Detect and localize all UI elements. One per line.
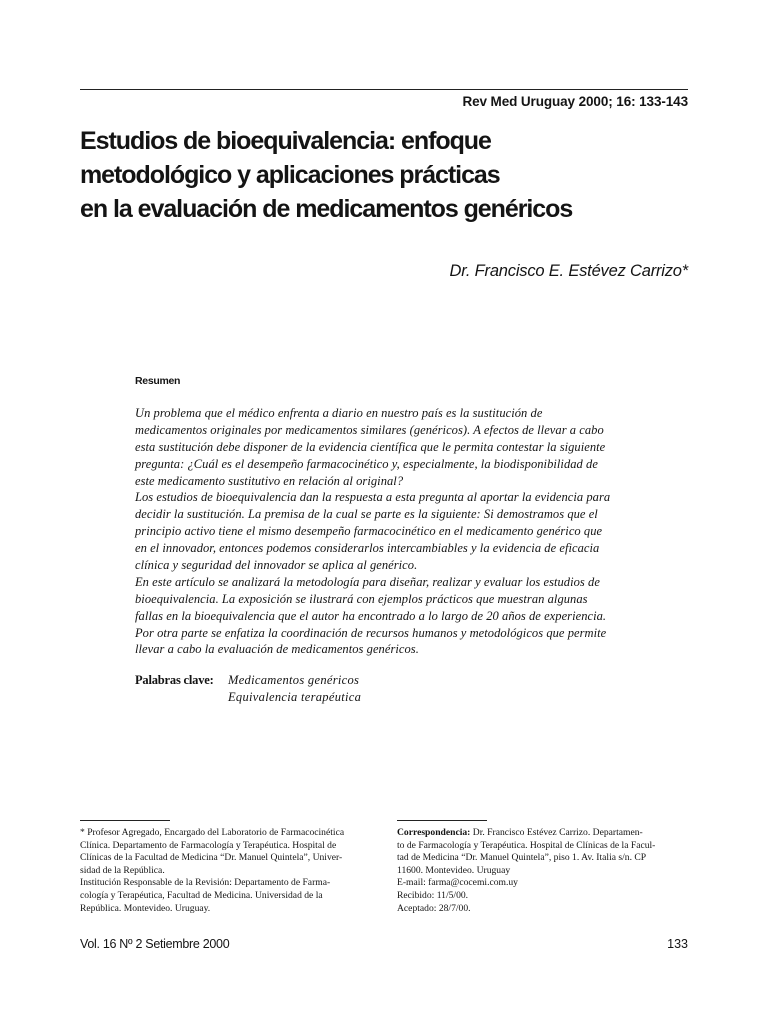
abstract-line: pregunta: ¿Cuál es el desempeño farmacocinético y, especialmente, la biodisponibilidad de (135, 456, 598, 471)
abstract-line: este medicamento sustitutivo en relación al original? (135, 473, 404, 488)
title-line: metodológico y aplicaciones prácticas (80, 161, 500, 189)
footnote-line: Clínicas de la Facultad de Medicina “Dr. Manuel Quintela”, Univer- (80, 852, 343, 864)
correspondence-label: Correspondencia: (397, 827, 471, 838)
footnote-line: * Profesor Agregado, Encargado del Laboratorio de Farmacocinética (80, 827, 345, 838)
footnote-rule-right (397, 820, 487, 821)
footnote-line: República. Montevideo. Uruguay. (80, 902, 211, 914)
footnote-line: Clínica. Departamento de Farmacología y Terapéutica. Hospital de (80, 839, 337, 851)
correspondence-text: Dr. Francisco Estévez Carrizo. Departamen- (470, 827, 643, 838)
abstract-line: principio activo tiene el mismo desempeño farmacocinético en el medicamento genérico que (135, 524, 603, 539)
title-line: en la evaluación de medicamentos genéricos (80, 195, 573, 223)
accepted-date: Aceptado: 28/7/00. (397, 902, 471, 914)
abstract-line: clínica y seguridad del innovador se aplica al genérico. (135, 558, 418, 573)
footnote-line: tad de Medicina “Dr. Manuel Quintela”, piso 1. Av. Italia s/n. CP (397, 852, 647, 864)
title-line: Estudios de bioequivalencia: enfoque (80, 127, 491, 155)
abstract-line: decidir la sustitución. La premisa de la cual se parte es la siguiente: Si demostramos que el (135, 507, 598, 522)
abstract-body (135, 405, 640, 658)
keyword-item: Medicamentos genéricos (228, 673, 360, 687)
keywords-label: Palabras clave: (135, 673, 214, 687)
email-line: E-mail: farma@cocemi.com.uy (397, 877, 518, 889)
keywords-list (228, 672, 361, 706)
footnote-line: to de Farmacología y Terapéutica. Hospital de Clínicas de la Facul- (397, 839, 656, 851)
footnote-line: sidad de la República. (80, 864, 165, 876)
abstract-line: En este artículo se analizará la metodología para diseñar, realizar y evaluar los estudios de (135, 574, 600, 589)
abstract-line: fallas en la bioequivalencia que el autor ha encontrado a lo largo de 20 años de experiencia. (135, 608, 607, 623)
article-title (80, 124, 700, 226)
abstract-line: llevar a cabo la evaluación de medicamentos genéricos. (135, 642, 419, 657)
abstract-line: bioequivalencia. La exposición se ilustrará con ejemplos prácticos que muestran algunas (135, 591, 588, 606)
abstract-heading: Resumen (135, 375, 181, 387)
footnote-line: cología y Terapéutica, Facultad de Medicina. Universidad de la (80, 889, 323, 901)
correspondence-footnote (397, 827, 689, 915)
abstract-line: en el innovador, entonces podemos considerarlos intercambiables y la evidencia de eficacia (135, 541, 600, 556)
journal-reference: Rev Med Uruguay 2000; 16: 133-143 (462, 94, 688, 109)
abstract-line: esta sustitución debe disponer de la evidencia científica que le permita contestar la siguiente (135, 439, 606, 454)
abstract-line: medicamentos originales por medicamentos similares (genéricos). A efectos de llevar a cabo (135, 422, 604, 437)
header-rule (80, 89, 688, 90)
keyword-item: Equivalencia terapéutica (228, 690, 362, 704)
author-name: Dr. Francisco E. Estévez Carrizo* (449, 262, 688, 280)
abstract-line: Un problema que el médico enfrenta a diario en nuestro país es la sustitución de (135, 406, 543, 420)
abstract-line: Por otra parte se enfatiza la coordinación de recursos humanos y metodológicos que permite (135, 625, 607, 640)
issue-info: Vol. 16 Nº 2 Setiembre 2000 (80, 937, 230, 951)
footnote-line: Institución Responsable de la Revisión: Departamento de Farma- (80, 877, 331, 889)
affiliation-footnote (80, 827, 372, 915)
received-date: Recibido: 11/5/00. (397, 889, 469, 901)
page-number: 133 (667, 937, 688, 951)
correspondence-first-line (397, 827, 689, 840)
footnote-rule-left (80, 820, 170, 821)
footnote-line: 11600. Montevideo. Uruguay (397, 864, 511, 876)
abstract-line: Los estudios de bioequivalencia dan la respuesta a esta pregunta al aportar la evidencia para (135, 490, 611, 505)
